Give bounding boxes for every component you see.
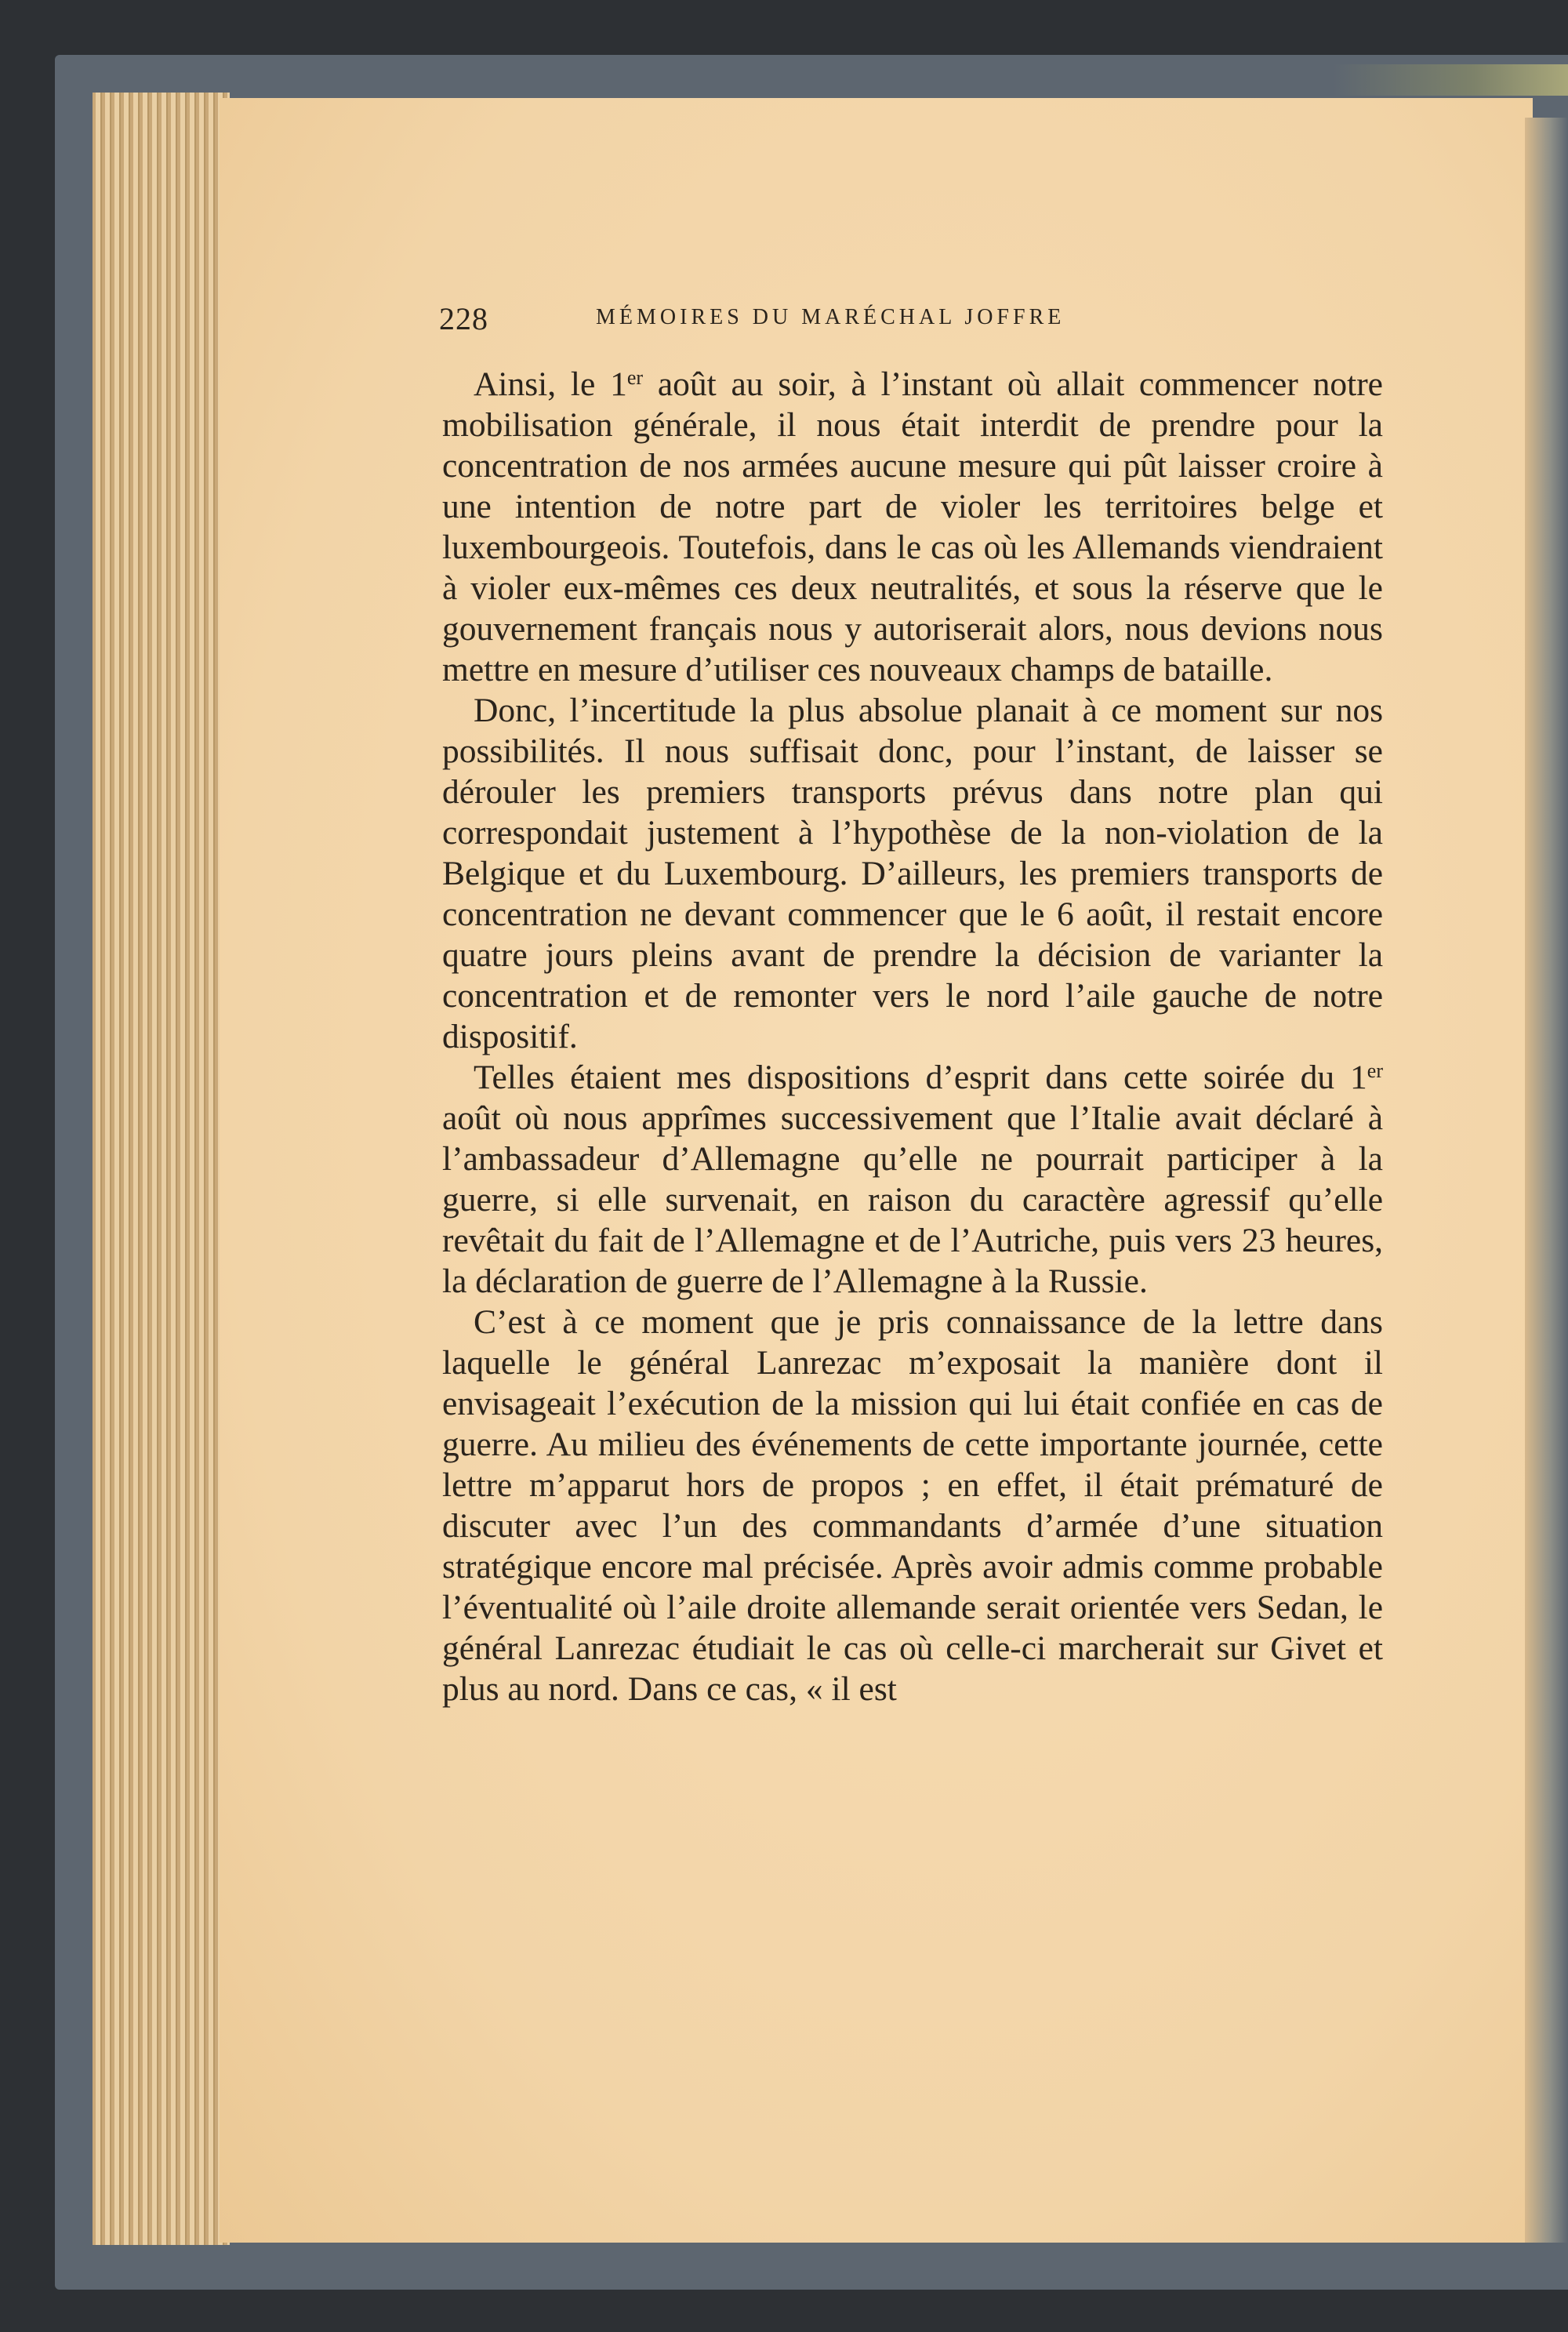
ordinal-superscript: er <box>626 366 644 389</box>
body-text <box>442 364 1383 1709</box>
page-edges <box>93 93 230 2245</box>
page-number: 228 <box>439 301 488 336</box>
paragraph-1-rest: août au soir, à l’instant où allait commencer notre mobilisation générale, il nous était interdit de prendre pour la concentration de nos armées aucune mesure qui pût laisser croire à une intention de notre part de violer les territoires belge et luxembourgeois. Toutefois, dans le cas où les Allemands viendraient à violer eux-mêmes ces deux neutralités, et sous la réserve que le gouvernement français nous y autoriserait alors, nous devions nous mettre en mesure d’utiliser ces nouveaux champs de bataille. <box>442 365 1383 688</box>
paragraph-1 <box>442 364 1383 690</box>
paragraph-4: C’est à ce moment que je pris connaissance de la lettre dans laquelle le général Lanrezac m’exposait la manière dont il envisageait l’exécution de la mission qui lui était confiée en cas de guerre. Au milieu des événements de cette importante journée, cette lettre m’apparut hors de propos ; en effet, il était prématuré de discuter avec l’un des commandants d’armée d’une situation stratégique encore mal précisée. Après avoir admis comme probable l’éventualité où l’aile droite allemande serait orientée vers Sedan, le général Lanrezac étudiait le cas où celle-ci marcherait sur Givet et plus au nord. Dans ce cas, « il est <box>442 1303 1383 1708</box>
paragraph-3-start: Telles étaient mes dispositions d’esprit dans cette soirée du 1 <box>474 1059 1367 1096</box>
paragraph-1-start: Ainsi, le 1 <box>474 365 627 403</box>
paragraph-3 <box>442 1057 1383 1302</box>
page-gutter <box>1525 118 1568 2243</box>
cover-edge <box>1333 64 1568 96</box>
page-header <box>439 300 1385 347</box>
paragraph-2: Donc, l’incertitude la plus absolue planait à ce moment sur nos possibilités. Il nous suffisait donc, pour l’instant, de laisser se dérouler les premiers transports prévus dans notre plan qui correspondait justement à l’hypothèse de la non-violation de la Belgique et du Luxembourg. D’ailleurs, les premiers transports de concentration ne devant commencer que le 6 août, il restait encore quatre jours pleins avant de prendre la décision de varianter la concentration et de remonter vers le nord l’aile gauche de notre dispositif. <box>442 692 1383 1055</box>
ordinal-superscript: er <box>1367 1059 1383 1082</box>
paragraph-3-rest: août où nous apprîmes successivement que l’Italie avait déclaré à l’ambassadeur d’Allemagne qu’elle ne pourrait participer à la guerre, si elle survenait, en raison du caractère agressif qu’elle revêtait du fait de l’Allemagne et de l’Autriche, puis vers 23 heures, la déclaration de guerre de l’Allemagne à la Russie. <box>442 1099 1383 1300</box>
running-head: MÉMOIRES DU MARÉCHAL JOFFRE <box>596 305 1065 329</box>
